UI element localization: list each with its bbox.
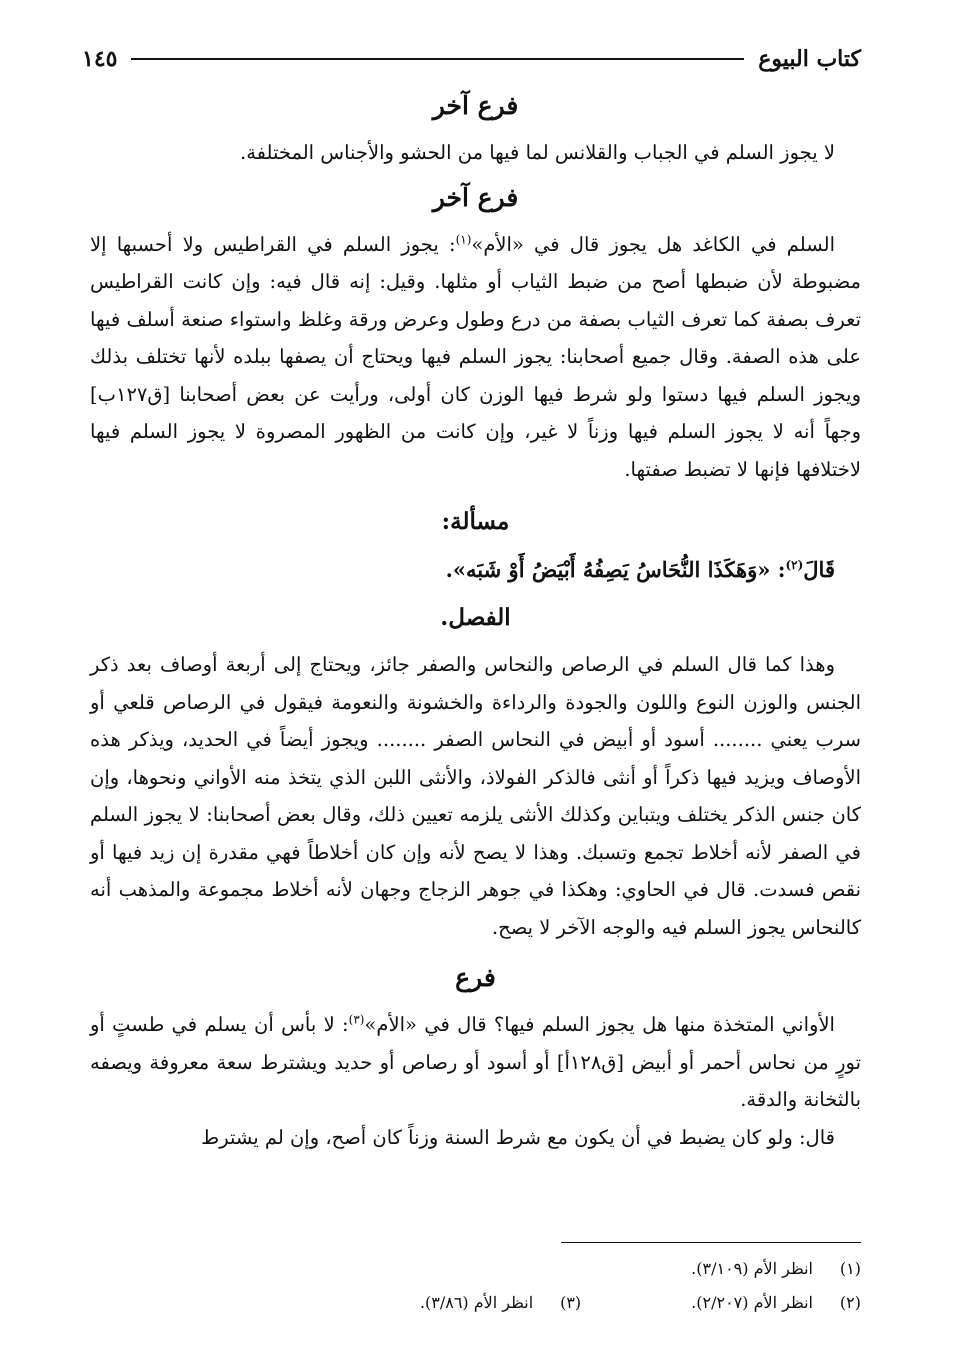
- footnote-3-number: (٣): [560, 1293, 582, 1312]
- book-title: كتاب البيوع: [758, 46, 861, 72]
- section-heading-5: فرع: [455, 963, 496, 992]
- running-header: [82, 40, 861, 78]
- section-heading-3: مسألة:: [441, 508, 510, 535]
- page-number: ١٤٥: [82, 46, 118, 72]
- footnote-2-text: انظر الأم (٢/٢٠٧).: [691, 1293, 813, 1312]
- footnote-ref-2: (٢): [785, 558, 804, 572]
- footnote-2-number: (٢): [839, 1293, 861, 1312]
- paragraph-2-rest: : يجوز السلم في القراطيس ولا أحسبها إلا مضبوطة لأن ضبطها أصح من ضبط الثياب أو مثلها. وقيل: إنه قال فيه: وإن كانت القراطيس تعرف بصفة كما تعرف الثياب بصفة من درع وطول وعرض ورقة وغلظ واستواء صنعة أسلف فيها على هذه الصفة. وقال جميع أصحابنا: يجوز السلم فيها ويحتاج أن يصفها ببلده لأنها تختلف بذلك ويجوز السلم فيها دستوا ولو شرط فيها الوزن كان أولى، ورأيت عن بعض أصحابنا [ق١٢٧ب] وجهاً أنه لا يجوز السلم فيها وزناً لا غير، وإن كانت من الظهور المصروة لا يجوز السلم فيها لاختلافها فإنها لا تضبط صفتها.: [90, 232, 861, 481]
- section-heading-4: الفصل.: [440, 604, 511, 631]
- paragraph-4: [90, 1006, 861, 1119]
- header-rule: [131, 58, 744, 60]
- footnote-2: [691, 1286, 861, 1320]
- footnote-3: [420, 1286, 581, 1320]
- paragraph-5: قال: ولو كان يضبط في أن يكون مع شرط السنة وزناً كان أصح، وإن لم يشترط: [201, 1125, 835, 1149]
- footnote-1-number: (١): [839, 1259, 861, 1278]
- section-heading-2: فرع آخر: [432, 182, 519, 212]
- footnote-row-1: [90, 1252, 861, 1286]
- paragraph-2-start: السلم في الكاغد هل يجوز قال في «الأم»: [471, 232, 835, 256]
- paragraph-2: [90, 226, 861, 489]
- footnote-rule: [561, 1242, 861, 1243]
- paragraph-3: وهذا كما قال السلم في الرصاص والنحاس والصفر جائز، ويحتاج إلى أربعة أوصاف بعد ذكر الجنس والوزن النوع واللون والجودة والرداءة والخشونة والنعومة فيقول في الرصاص قلعي أو سرب يعني ........ أسود أو أبيض في النحاس الصفر ........ ويجوز أيضاً في الحديد، ويذكر هذه الأوصاف ويزيد فيها ذكراً أو أنثى فالذكر الفولاذ، والأنثى اللبن الذي يتخذ منه الأواني ونحوها، وإن كان جنس الذكر يختلف ويتباين وكذلك الأنثى يلزمه تعيين ذلك، وقال بعض أصحابنا: لا يجوز السلم في الصفر لأنه أخلاط تجمع وتسبك. وهذا لا يصح لأنه وإن كان أخلاطاً فهي مقدرة إن زيد فيها أو نقص فسدت. قال في الحاوي: وهكذا في جوهر الزجاج وجهان لأنه أخلاط مجموعة والمذهب أنه كالنحاس يجوز السلم فيه والوجه الآخر لا يصح.: [90, 653, 861, 939]
- footnote-1-text: انظر الأم (٣/١٠٩).: [691, 1259, 813, 1278]
- paragraph-4-start: الأواني المتخذة منها هل يجوز السلم فيها؟ قال في «الأم»: [364, 1013, 835, 1036]
- quote-rest: : «وَهَكَذَا النُّحَاسُ يَصِفُهُ أَبْيَضُ أَوْ شَبَه».: [445, 557, 786, 582]
- quoted-statement: [90, 550, 861, 590]
- main-text: [90, 80, 861, 1156]
- footnote-gap: [581, 1286, 691, 1320]
- footnote-ref-1: (١): [455, 232, 472, 246]
- paragraph-4-rest: : لا بأس أن يسلم في طستٍ أو تورٍ من نحاس أحمر أو أبيض [ق١٢٨أ] أو أسود أو رصاص أو حديد ويشترط سعة معروفة ويصفه بالثخانة والدقة.: [90, 1013, 861, 1111]
- footnote-1: [691, 1252, 861, 1286]
- paragraph-1: لا يجوز السلم في الجباب والقلانس لما فيها من الحشو والأجناس المختلفة.: [240, 141, 835, 164]
- footnote-ref-3: (٣): [348, 1012, 365, 1027]
- section-heading-1: فرع آخر: [432, 91, 519, 120]
- footnote-row-2: [90, 1286, 861, 1320]
- footnote-3-text: انظر الأم (٣/٨٦).: [419, 1293, 534, 1312]
- footnotes: [90, 1252, 861, 1320]
- quote-start: قَالَ: [803, 557, 835, 582]
